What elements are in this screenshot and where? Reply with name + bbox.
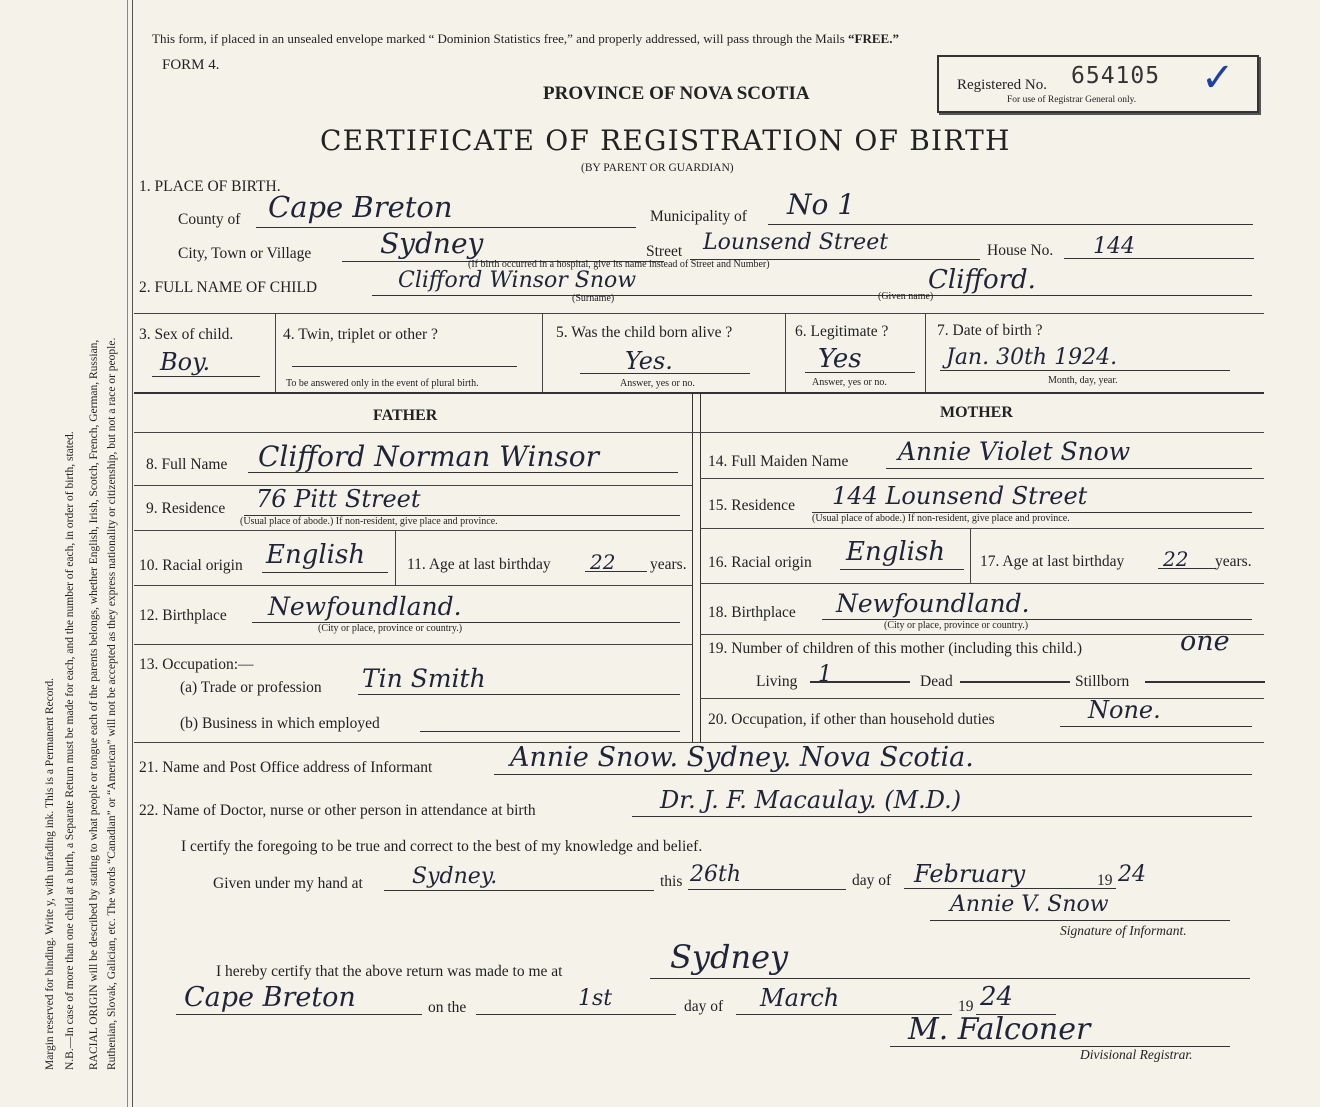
- mother-years-label: years.: [1215, 553, 1252, 570]
- father-age-label: 11. Age at last birthday: [407, 556, 551, 573]
- sex-line: [152, 376, 260, 377]
- this-label: this: [660, 873, 683, 890]
- dead-line: [960, 681, 1070, 683]
- mother-rule-5: [700, 698, 1264, 699]
- margin-note-multiple-births: N.B.—In case of more than one child at a birth, a Separate Return must be made for each, and the number of each, in order of birth, stated.: [64, 431, 76, 1070]
- registrar-day-line: [476, 1014, 676, 1015]
- child-given-value: Clifford.: [928, 265, 1036, 295]
- surname-caption: (Surname): [572, 293, 615, 304]
- municipality-label: Municipality of: [650, 208, 747, 225]
- father-rule-3: [134, 585, 692, 586]
- dead-label: Dead: [920, 673, 953, 690]
- street-value: Lounsend Street: [703, 230, 889, 255]
- margin-note-racial-origin-2: Ruthenian, Slovak, Galician, etc. The words “Canadian” or “American” will not be accepted as they express nationality or citizenship, but not a race or people.: [106, 337, 118, 1070]
- father-residence-note: (Usual place of abode.) If non-resident, give place and province.: [240, 516, 498, 527]
- father-name-value: Clifford Norman Winsor: [258, 440, 600, 473]
- informant-signature-line: [930, 920, 1230, 921]
- stillborn-label: Stillborn: [1075, 673, 1130, 690]
- legitimate-line: [805, 372, 915, 373]
- registrar-day-of-label: day of: [684, 998, 724, 1015]
- father-years-label: years.: [650, 556, 687, 573]
- sex-value: Boy.: [160, 348, 211, 376]
- parents-divider-2: [700, 392, 701, 742]
- city-label: City, Town or Village: [178, 245, 312, 262]
- registrar-certify-text: I hereby certify that the above return was made to me at: [216, 963, 563, 980]
- mother-race-divider: [970, 528, 971, 583]
- mother-rule-1: [700, 478, 1264, 479]
- informant-signature: Annie V. Snow: [950, 892, 1109, 917]
- alive-note: Answer, yes or no.: [620, 378, 695, 389]
- box-divider-2: [542, 313, 543, 392]
- father-trade-line: [358, 694, 680, 695]
- father-residence-label: 9. Residence: [146, 500, 226, 517]
- city-value: Sydney: [380, 227, 484, 260]
- father-race-value: English: [266, 540, 366, 570]
- mother-rule-2: [700, 528, 1264, 529]
- twin-label: 4. Twin, triplet or other ?: [283, 326, 438, 343]
- dob-value: Jan. 30th 1924.: [946, 345, 1118, 370]
- registrar-day-value: 1st: [578, 986, 613, 1011]
- house-label: House No.: [987, 242, 1054, 259]
- father-rule-2: [134, 530, 692, 531]
- mother-occupation-line: [1060, 726, 1252, 727]
- dob-note: Month, day, year.: [1048, 375, 1118, 386]
- mother-age-label: 17. Age at last birthday: [980, 553, 1125, 570]
- dob-label: 7. Date of birth ?: [937, 322, 1043, 339]
- province-title: PROVINCE OF NOVA SCOTIA: [543, 83, 810, 104]
- alive-label: 5. Was the child born alive ?: [556, 324, 733, 341]
- father-race-line: [262, 572, 388, 573]
- father-business-line: [420, 731, 680, 732]
- father-residence-value: 76 Pitt Street: [256, 485, 421, 513]
- father-header: FATHER: [373, 407, 438, 424]
- father-race-label: 10. Racial origin: [139, 557, 243, 574]
- registrar-signature: M. Falconer: [908, 1012, 1091, 1047]
- father-name-label: 8. Full Name: [146, 456, 228, 473]
- mother-residence-label: 15. Residence: [708, 497, 795, 514]
- certify-year-value: 24: [1118, 862, 1146, 887]
- informant-signature-caption: Signature of Informant.: [1060, 923, 1187, 938]
- legitimate-label: 6. Legitimate ?: [795, 323, 889, 340]
- father-birthplace-note: (City or place, province or country.): [318, 623, 463, 634]
- mother-name-line: [886, 468, 1252, 469]
- mother-residence-note: (Usual place of abode.) If non-resident, give place and province.: [812, 513, 1070, 524]
- father-business-label: (b) Business in which employed: [180, 715, 380, 732]
- registered-label: Registered No.: [957, 77, 1047, 93]
- child-name-label: 2. FULL NAME OF CHILD: [139, 279, 318, 296]
- registrar-place-line: [650, 978, 1250, 979]
- living-label: Living: [756, 673, 798, 690]
- certify-day-value: 26th: [690, 862, 742, 887]
- given-caption: (Given name): [878, 291, 934, 302]
- registrar-on-the-label: on the: [428, 999, 467, 1016]
- legitimate-note: Answer, yes or no.: [812, 377, 887, 388]
- father-race-divider: [395, 530, 396, 585]
- registrar-month-value: March: [760, 984, 840, 1012]
- mother-name-label: 14. Full Maiden Name: [708, 453, 849, 470]
- mother-age-value: 22: [1163, 547, 1189, 571]
- father-birthplace-line: [252, 622, 680, 623]
- box-divider-4: [925, 313, 926, 392]
- registered-note: For use of Registrar General only.: [1007, 95, 1137, 105]
- mother-header: MOTHER: [940, 404, 1013, 421]
- postal-notice-free: “FREE.”: [848, 31, 899, 46]
- sex-label: 3. Sex of child.: [139, 326, 234, 343]
- given-under-hand-label: Given under my hand at: [213, 875, 363, 892]
- mother-race-label: 16. Racial origin: [708, 554, 812, 571]
- postal-notice-text: This form, if placed in an unsealed envelope marked “ Dominion Statistics free,” and properly addressed, will pass through the Mails: [152, 31, 845, 46]
- doctor-label: 22. Name of Doctor, nurse or other person in attendance at birth: [139, 802, 536, 819]
- living-value: 1: [818, 662, 832, 687]
- form-number: FORM 4.: [162, 57, 220, 73]
- registrar-county-line: [176, 1014, 422, 1015]
- given-place-value: Sydney.: [412, 864, 498, 889]
- mother-race-value: English: [846, 537, 946, 567]
- registrar-caption: Divisional Registrar.: [1080, 1047, 1193, 1062]
- mother-occupation-label: 20. Occupation, if other than household duties: [708, 711, 995, 728]
- hospital-note: (If birth occurred in a hospital, give its name instead of Street and Number): [468, 259, 770, 270]
- registrar-year-prefix: 19: [958, 998, 974, 1015]
- postal-notice: [152, 31, 899, 47]
- house-value: 144: [1093, 234, 1135, 259]
- father-trade-value: Tin Smith: [362, 664, 486, 693]
- informant-certify-text: I certify the foregoing to be true and correct to the best of my knowledge and belief.: [181, 838, 703, 855]
- informant-value: Annie Snow. Sydney. Nova Scotia.: [510, 742, 974, 773]
- doctor-line: [632, 816, 1252, 817]
- margin-note-binding: Margin reserved for binding. Write y, with unfading ink. This is a Permanent Record.: [44, 678, 56, 1070]
- registrar-county-value: Cape Breton: [184, 982, 356, 1013]
- mother-birthplace-value: Newfoundland.: [836, 589, 1030, 618]
- alive-line: [580, 373, 750, 374]
- father-trade-label: (a) Trade or profession: [180, 679, 322, 696]
- municipality-line: [768, 224, 1253, 225]
- mother-birthplace-note: (City or place, province or country.): [884, 620, 1029, 631]
- place-of-birth-label: 1. PLACE OF BIRTH.: [139, 178, 281, 195]
- dob-line: [940, 370, 1230, 371]
- stillborn-line: [1145, 681, 1265, 683]
- alive-value: Yes.: [625, 347, 673, 375]
- given-place-line: [384, 890, 654, 891]
- municipality-value: No 1: [787, 188, 856, 221]
- boxes-bottom-rule: [134, 392, 1264, 394]
- margin-note-racial-origin: RACIAL ORIGIN will be described by stating to what people or tongue each of the parents belongs, whether English, Irish, Scotch, French, German, Russian,: [88, 339, 100, 1070]
- mother-children-value: one: [1180, 626, 1230, 657]
- box-divider-1: [275, 313, 276, 392]
- certify-year-prefix: 19: [1097, 872, 1113, 889]
- certify-day-line: [688, 889, 846, 890]
- mother-occupation-value: None.: [1088, 696, 1161, 724]
- informant-label: 21. Name and Post Office address of Informant: [139, 759, 433, 776]
- doctor-value: Dr. J. F. Macaulay. (M.D.): [660, 786, 962, 814]
- check-mark-icon: ✓: [1201, 55, 1235, 101]
- margin-rule-inner: [127, 0, 128, 1107]
- county-value: Cape Breton: [268, 190, 453, 224]
- box-divider-3: [785, 313, 786, 392]
- father-birthplace-label: 12. Birthplace: [139, 607, 227, 624]
- certify-month-line: [904, 888, 1116, 889]
- mother-residence-value: 144 Lounsend Street: [832, 482, 1088, 510]
- parents-divider: [692, 392, 693, 742]
- child-name-line: [372, 295, 1252, 296]
- mother-children-label: 19. Number of children of this mother (including this child.): [708, 640, 1083, 657]
- mother-name-value: Annie Violet Snow: [898, 437, 1131, 466]
- registered-box: [937, 55, 1259, 113]
- certificate-subtitle: (BY PARENT OR GUARDIAN): [581, 162, 734, 174]
- twin-note: To be answered only in the event of plural birth.: [286, 378, 479, 389]
- certify-month-value: February: [914, 860, 1026, 888]
- registered-number: 654105: [1071, 63, 1161, 89]
- mother-rule-3: [700, 583, 1264, 584]
- legitimate-value: Yes: [818, 344, 862, 374]
- certify-day-of-label: day of: [852, 872, 892, 889]
- margin-rule: [132, 0, 133, 1107]
- registrar-year-value: 24: [980, 982, 1014, 1012]
- twin-line: [292, 366, 517, 367]
- mother-race-line: [840, 569, 964, 570]
- father-birthplace-value: Newfoundland.: [268, 592, 462, 621]
- father-age-value: 22: [590, 550, 616, 574]
- child-surname-value: Clifford Winsor Snow: [398, 268, 637, 293]
- mother-birthplace-label: 18. Birthplace: [708, 604, 796, 621]
- informant-line: [494, 774, 1252, 775]
- boxes-top-rule: [134, 313, 1264, 314]
- registrar-place-value: Sydney: [670, 938, 789, 976]
- certificate-title: CERTIFICATE OF REGISTRATION OF BIRTH: [320, 124, 1011, 157]
- parents-header-rule: [134, 432, 1264, 433]
- father-occupation-label: 13. Occupation:—: [139, 656, 254, 673]
- father-rule-4: [134, 644, 692, 645]
- county-label: County of: [178, 211, 241, 228]
- street-label: Street: [646, 243, 683, 260]
